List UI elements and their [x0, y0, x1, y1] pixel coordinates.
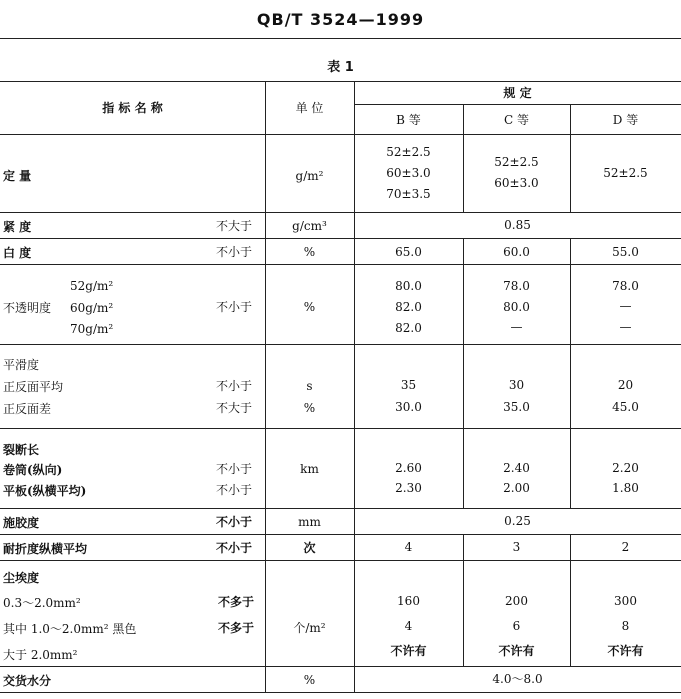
cell-value: 60±3.0 — [494, 176, 539, 190]
cell-value: 52±2.5 — [494, 155, 539, 169]
cell-value: 不许有 — [498, 644, 535, 658]
cell-value: 52±2.5 — [386, 145, 431, 159]
dirt-sub-label: 其中 1.0～2.0mm² 黑色 — [3, 622, 137, 636]
row-brightness-name: 白 度 — [3, 246, 32, 260]
row-folding-limit: 不小于 — [216, 541, 253, 555]
cell-value: 200 — [505, 594, 528, 608]
row-breaking-length-name: 裂断长 — [3, 443, 40, 457]
dirt-limit: 不多于 — [218, 621, 255, 635]
row-density-unit: g/cm³ — [292, 219, 327, 233]
header-grade-d: D 等 — [612, 113, 639, 127]
cell-value: 45.0 — [612, 400, 639, 414]
smoothness-limit: 不小于 — [216, 379, 253, 393]
cell-value: 35 — [400, 378, 417, 392]
cell-value: 80.0 — [395, 279, 422, 293]
cell-value: 2 — [621, 540, 630, 554]
row-folding-unit: 次 — [303, 541, 316, 555]
row-line — [0, 666, 681, 667]
grade-header-line — [354, 104, 681, 105]
header-bottom-border — [0, 134, 681, 135]
breaking-length-limit: 不小于 — [216, 483, 253, 497]
cell-value: 1.80 — [612, 481, 639, 495]
cell-value: 4 — [404, 619, 413, 633]
header-rule — [0, 38, 681, 39]
cell-value: 2.20 — [612, 461, 639, 475]
header-grade-c: C 等 — [504, 113, 529, 127]
cell-value: 80.0 — [503, 300, 530, 314]
cell-value: 3 — [512, 540, 521, 554]
cell-value: 2.60 — [395, 461, 422, 475]
row-density-limit: 不大于 — [216, 219, 253, 233]
header-unit: 单 位 — [295, 101, 324, 115]
breaking-length-sub-label: 卷筒(纵向) — [3, 463, 63, 477]
row-moisture-unit: % — [303, 673, 316, 687]
opacity-sub-label: 70g/m² — [70, 322, 114, 336]
cell-value: 2.40 — [503, 461, 530, 475]
cell-value: 0.25 — [504, 514, 531, 528]
cell-value: 2.30 — [395, 481, 422, 495]
dirt-sub-label: 0.3～2.0mm² — [3, 596, 81, 610]
cell-value: — — [510, 320, 523, 334]
cell-value: 4 — [404, 540, 413, 554]
row-basis-weight-unit: g/m² — [295, 169, 324, 183]
row-line — [0, 428, 681, 429]
smoothness-limit: 不大于 — [216, 401, 253, 415]
cell-value: 8 — [621, 619, 630, 633]
cell-value: 35.0 — [503, 400, 530, 414]
row-moisture-name: 交货水分 — [3, 674, 52, 688]
dirt-sub-label: 大于 2.0mm² — [3, 648, 78, 662]
row-folding-name: 耐折度纵横平均 — [3, 542, 88, 556]
row-opacity-unit: % — [303, 300, 316, 314]
row-brightness-limit: 不小于 — [216, 245, 253, 259]
row-sizing-unit: mm — [298, 515, 321, 529]
cell-value: 不许有 — [390, 644, 427, 658]
table-caption: 表 1 — [327, 60, 354, 75]
row-sizing-name: 施胶度 — [3, 516, 40, 530]
row-line — [0, 560, 681, 561]
cell-value: 6 — [512, 619, 521, 633]
cell-value: 78.0 — [612, 279, 639, 293]
row-brightness-unit: % — [303, 245, 316, 259]
cell-value: 70±3.5 — [386, 187, 431, 201]
row-sizing-limit: 不小于 — [216, 515, 253, 529]
header-spec: 规 定 — [503, 86, 532, 100]
cell-value: 4.0～8.0 — [492, 672, 543, 686]
cell-value: 不许有 — [607, 644, 644, 658]
row-dirt-unit: 个/m² — [293, 621, 326, 635]
cell-value: 65.0 — [395, 245, 422, 259]
header-grade-b: B 等 — [396, 113, 421, 127]
row-opacity-limit: 不小于 — [216, 300, 253, 314]
cell-value: 2.00 — [503, 481, 530, 495]
breaking-length-limit: 不小于 — [216, 462, 253, 476]
smoothness-unit: % — [303, 401, 316, 415]
cell-value: 82.0 — [395, 300, 422, 314]
dirt-limit: 不多于 — [218, 595, 255, 609]
opacity-sub-label: 52g/m² — [70, 279, 114, 293]
header-indicator-name: 指 标 名 称 — [102, 101, 163, 115]
row-line — [0, 264, 681, 265]
table-top-border — [0, 81, 681, 82]
cell-value: 30 — [508, 378, 525, 392]
cell-value: — — [619, 320, 632, 334]
row-dirt-name: 尘埃度 — [3, 571, 40, 585]
row-smoothness-name: 平滑度 — [3, 358, 40, 372]
row-basis-weight-name: 定 量 — [3, 169, 32, 183]
breaking-length-sub-label: 平板(纵横平均) — [3, 484, 87, 498]
cell-value: 60±3.0 — [386, 166, 431, 180]
cell-value: 78.0 — [503, 279, 530, 293]
table-bottom-border — [0, 692, 681, 693]
cell-value: 30.0 — [395, 400, 422, 414]
cell-value: 20 — [617, 378, 634, 392]
cell-value: 300 — [614, 594, 637, 608]
smoothness-unit: s — [306, 379, 313, 393]
cell-value: 82.0 — [395, 321, 422, 335]
row-opacity-name: 不透明度 — [3, 301, 52, 315]
breaking-length-unit: km — [300, 462, 319, 476]
cell-value: 55.0 — [612, 245, 639, 259]
cell-value: 160 — [397, 594, 420, 608]
opacity-sub-label: 60g/m² — [70, 301, 114, 315]
row-line — [0, 344, 681, 345]
cell-value: 0.85 — [504, 218, 531, 232]
smoothness-sub-label: 正反面差 — [3, 402, 52, 416]
row-line — [0, 238, 681, 239]
cell-value: — — [619, 299, 632, 313]
smoothness-sub-label: 正反面平均 — [3, 380, 64, 394]
standard-code: QB/T 3524—1999 — [256, 10, 425, 29]
row-line — [0, 534, 681, 535]
cell-value: 52±2.5 — [603, 166, 648, 180]
row-line — [0, 212, 681, 213]
cell-value: 60.0 — [503, 245, 530, 259]
row-line — [0, 508, 681, 509]
row-density-name: 紧 度 — [3, 220, 32, 234]
